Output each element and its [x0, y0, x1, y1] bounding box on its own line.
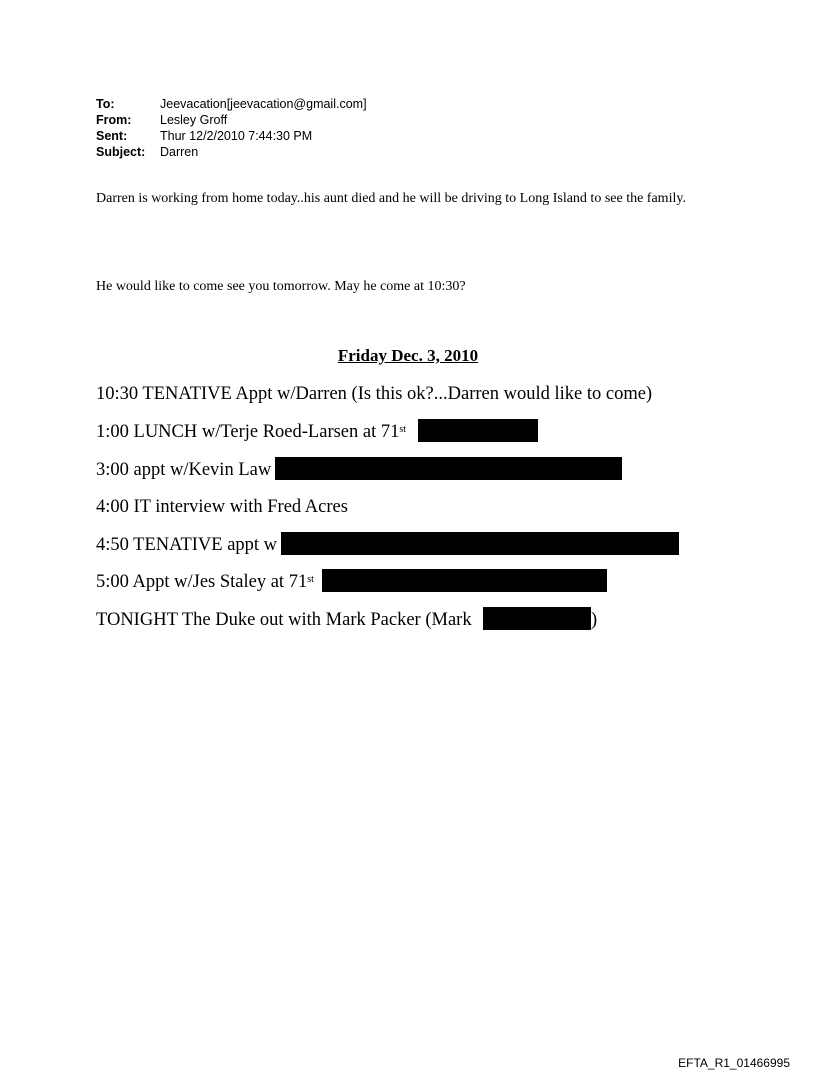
schedule-item-text: 5:00 Appt w/Jes Staley at 71 — [96, 572, 308, 592]
schedule-item-text: 3:00 appt w/Kevin Law — [96, 460, 272, 480]
schedule-item — [96, 496, 348, 518]
schedule-item — [96, 609, 472, 631]
redaction-box — [483, 607, 591, 630]
subject-row — [96, 144, 367, 160]
schedule-item — [96, 571, 314, 593]
sent-label: Sent: — [96, 129, 128, 143]
schedule-item-text: 4:50 TENATIVE appt w — [96, 535, 278, 555]
redaction-box — [418, 419, 538, 442]
schedule-item — [96, 459, 271, 481]
document-id: EFTA_R1_01466995 — [678, 1056, 790, 1070]
sent-value: Thur 12/2/2010 7:44:30 PM — [160, 129, 313, 143]
ordinal-suffix: st — [307, 574, 314, 585]
redaction-box — [275, 457, 622, 480]
schedule-item-text: 10:30 TENATIVE Appt w/Darren (Is this ok?...Darren would like to come) — [96, 384, 653, 404]
schedule-item — [96, 421, 406, 443]
from-row — [96, 112, 367, 128]
body-paragraph-2: He would like to come see you tomorrow. May he come at 10:30? — [96, 279, 466, 294]
to-value: Jeevacation[jeevacation@gmail.com] — [160, 97, 367, 111]
ordinal-suffix: st — [399, 424, 407, 435]
subject-label: Subject: — [96, 145, 146, 159]
schedule-item — [96, 383, 652, 405]
closing-parenthesis: ) — [591, 610, 598, 630]
schedule-item — [96, 534, 277, 556]
redaction-box — [281, 532, 679, 555]
from-label: From: — [96, 113, 132, 127]
body-paragraph-1: Darren is working from home today..his aunt died and he will be driving to Long Island to see the family. — [96, 191, 686, 206]
email-header — [96, 96, 367, 160]
schedule-item-text: 1:00 LUNCH w/Terje Roed-Larsen at 71 — [96, 422, 400, 442]
schedule-item-text: 4:00 IT interview with Fred Acres — [96, 497, 348, 517]
from-value: Lesley Groff — [160, 113, 228, 127]
redaction-box — [322, 569, 607, 592]
schedule-item-text: TONIGHT The Duke out with Mark Packer (Mark — [96, 610, 472, 630]
to-label: To: — [96, 97, 115, 111]
subject-value: Darren — [160, 145, 199, 159]
to-row — [96, 96, 367, 112]
schedule-title: Friday Dec. 3, 2010 — [337, 346, 479, 365]
sent-row — [96, 128, 367, 144]
